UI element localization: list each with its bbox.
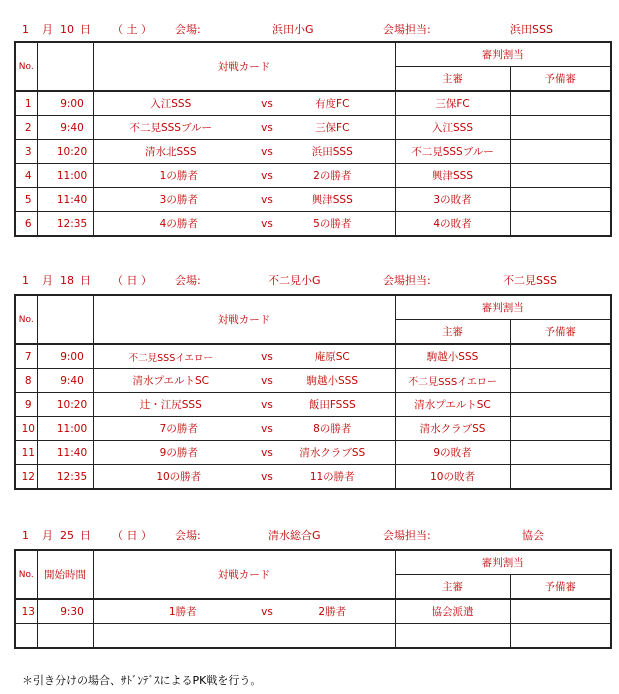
venue: 不二見小G (268, 274, 321, 287)
sub-ref (510, 140, 611, 164)
team-b: 8の勝者 (294, 417, 395, 441)
match-no: 4 (15, 164, 37, 188)
team-b: 三保FC (294, 116, 395, 140)
match-no: 13 (15, 599, 37, 624)
empty-cell (93, 624, 395, 649)
vs-label: vs (240, 344, 294, 369)
table-row (15, 417, 611, 441)
match-time: 12:35 (37, 212, 93, 237)
match-time: 12:35 (37, 465, 93, 490)
match-no: 10 (15, 417, 37, 441)
team-a: 入江SSS (93, 91, 240, 116)
match-no: 7 (15, 344, 37, 369)
month: 1 (22, 23, 29, 36)
header-card: 対戦カード (93, 550, 395, 599)
sub-ref (510, 369, 611, 393)
header-start-time: 開始時間 (37, 550, 93, 599)
footnote: ＊引き分けの場合、ｻﾄﾞﾝﾃﾞｽによるPK戦を行う。 (22, 674, 262, 687)
team-b: 2の勝者 (294, 164, 395, 188)
header-time (37, 295, 93, 344)
sub-ref (510, 441, 611, 465)
vs-label: vs (240, 441, 294, 465)
table-row (15, 116, 611, 140)
host: 不二見SSS (503, 274, 557, 287)
venue: 清水総合G (268, 529, 321, 542)
empty-cell (15, 624, 37, 649)
match-no: 5 (15, 188, 37, 212)
match-time: 11:00 (37, 417, 93, 441)
table-row (15, 344, 611, 369)
host-label: 会場担当: (383, 529, 431, 542)
empty-cell (37, 624, 93, 649)
header-sub-ref: 予備審 (510, 575, 611, 600)
table-row (15, 441, 611, 465)
team-b: 飯田FSSS (294, 393, 395, 417)
match-no: 6 (15, 212, 37, 237)
match-time: 9:00 (37, 91, 93, 116)
venue-label: 会場: (175, 23, 201, 36)
day: 10 (60, 23, 74, 36)
team-b: 興津SSS (294, 188, 395, 212)
month-unit: 月 (42, 23, 53, 36)
vs-label: vs (240, 116, 294, 140)
table-row (15, 369, 611, 393)
host: 浜田SSS (510, 23, 553, 36)
main-ref: 不二見SSSブルー (395, 140, 510, 164)
match-no: 3 (15, 140, 37, 164)
schedule-table-1 (14, 41, 612, 237)
sub-ref (510, 164, 611, 188)
day-unit: 日 (80, 274, 91, 287)
main-ref: 興津SSS (395, 164, 510, 188)
session-2-header (0, 273, 619, 289)
vs-label: vs (240, 140, 294, 164)
day-unit: 日 (80, 529, 91, 542)
header-referee: 審判割当 (395, 550, 611, 575)
main-ref: 清水プエルトSC (395, 393, 510, 417)
team-b: 11の勝者 (294, 465, 395, 490)
match-time: 9:00 (37, 344, 93, 369)
match-time: 9:30 (37, 599, 93, 624)
main-ref: 9の敗者 (395, 441, 510, 465)
vs-label: vs (240, 599, 294, 624)
team-a: 清水プエルトSC (93, 369, 240, 393)
venue: 浜田小G (272, 23, 314, 36)
venue-label: 会場: (175, 529, 201, 542)
header-sub-ref: 予備審 (510, 320, 611, 345)
vs-label: vs (240, 212, 294, 237)
header-card: 対戦カード (93, 42, 395, 91)
header-no: No. (15, 295, 37, 344)
main-ref: 10の敗者 (395, 465, 510, 490)
host-label: 会場担当: (383, 23, 431, 36)
sub-ref (510, 116, 611, 140)
vs-label: vs (240, 417, 294, 441)
table-row (15, 91, 611, 116)
match-time: 11:40 (37, 441, 93, 465)
match-time: 11:00 (37, 164, 93, 188)
match-no: 11 (15, 441, 37, 465)
table-row (15, 188, 611, 212)
team-b: 有度FC (294, 91, 395, 116)
day-unit: 日 (80, 23, 91, 36)
header-card: 対戦カード (93, 295, 395, 344)
team-a: 9の勝者 (93, 441, 240, 465)
team-a: 不二見SSSイエロー (93, 344, 240, 369)
main-ref: 不二見SSSイエロー (395, 369, 510, 393)
team-a: 1の勝者 (93, 164, 240, 188)
schedule-table-3 (14, 549, 612, 649)
match-time: 10:20 (37, 393, 93, 417)
main-ref: 三保FC (395, 91, 510, 116)
team-a: 7の勝者 (93, 417, 240, 441)
table-row (15, 212, 611, 237)
sub-ref (510, 91, 611, 116)
vs-label: vs (240, 369, 294, 393)
sub-ref (510, 417, 611, 441)
vs-label: vs (240, 164, 294, 188)
header-main-ref: 主審 (395, 320, 510, 345)
match-no: 1 (15, 91, 37, 116)
main-ref: 入江SSS (395, 116, 510, 140)
day: 18 (60, 274, 74, 287)
match-time: 10:20 (37, 140, 93, 164)
team-b: 5の勝者 (294, 212, 395, 237)
weekday: （ 日 ） (112, 274, 152, 287)
table-row (15, 164, 611, 188)
header-no: No. (15, 42, 37, 91)
table-row (15, 599, 611, 624)
header-referee: 審判割当 (395, 295, 611, 320)
table-row-empty (15, 624, 611, 649)
month: 1 (22, 274, 29, 287)
match-time: 9:40 (37, 369, 93, 393)
vs-label: vs (240, 393, 294, 417)
header-sub-ref: 予備審 (510, 67, 611, 92)
vs-label: vs (240, 465, 294, 490)
header-main-ref: 主審 (395, 575, 510, 600)
sub-ref (510, 599, 611, 624)
team-a: 10の勝者 (93, 465, 240, 490)
match-no: 2 (15, 116, 37, 140)
header-referee: 審判割当 (395, 42, 611, 67)
team-b: 庵原SC (294, 344, 395, 369)
team-a: 清水北SSS (93, 140, 240, 164)
header-no: No. (15, 550, 37, 599)
team-a: 1勝者 (93, 599, 240, 624)
table-row (15, 393, 611, 417)
team-b: 清水クラブSS (294, 441, 395, 465)
host: 協会 (522, 529, 544, 542)
team-b: 2勝者 (294, 599, 395, 624)
main-ref: 清水クラブSS (395, 417, 510, 441)
team-a: 辻・江尻SSS (93, 393, 240, 417)
header-time (37, 42, 93, 91)
session-1-header (0, 22, 619, 38)
weekday: （ 日 ） (112, 529, 152, 542)
weekday: （ 土 ） (112, 23, 152, 36)
month: 1 (22, 529, 29, 542)
main-ref: 4の敗者 (395, 212, 510, 237)
schedule-table-2 (14, 294, 612, 490)
session-3-header (0, 528, 619, 544)
team-a: 4の勝者 (93, 212, 240, 237)
match-time: 11:40 (37, 188, 93, 212)
team-a: 3の勝者 (93, 188, 240, 212)
match-no: 9 (15, 393, 37, 417)
header-main-ref: 主審 (395, 67, 510, 92)
team-b: 駒越小SSS (294, 369, 395, 393)
sub-ref (510, 465, 611, 490)
main-ref: 駒越小SSS (395, 344, 510, 369)
main-ref: 3の敗者 (395, 188, 510, 212)
table-row (15, 140, 611, 164)
empty-cell (395, 624, 510, 649)
empty-cell (510, 624, 611, 649)
match-no: 8 (15, 369, 37, 393)
sub-ref (510, 188, 611, 212)
main-ref: 協会派遣 (395, 599, 510, 624)
match-no: 12 (15, 465, 37, 490)
month-unit: 月 (42, 274, 53, 287)
day: 25 (60, 529, 74, 542)
team-b: 浜田SSS (294, 140, 395, 164)
team-a: 不二見SSSブルー (93, 116, 240, 140)
vs-label: vs (240, 91, 294, 116)
month-unit: 月 (42, 529, 53, 542)
sub-ref (510, 344, 611, 369)
venue-label: 会場: (175, 274, 201, 287)
table-row (15, 465, 611, 490)
match-time: 9:40 (37, 116, 93, 140)
host-label: 会場担当: (383, 274, 431, 287)
sub-ref (510, 212, 611, 237)
sub-ref (510, 393, 611, 417)
vs-label: vs (240, 188, 294, 212)
